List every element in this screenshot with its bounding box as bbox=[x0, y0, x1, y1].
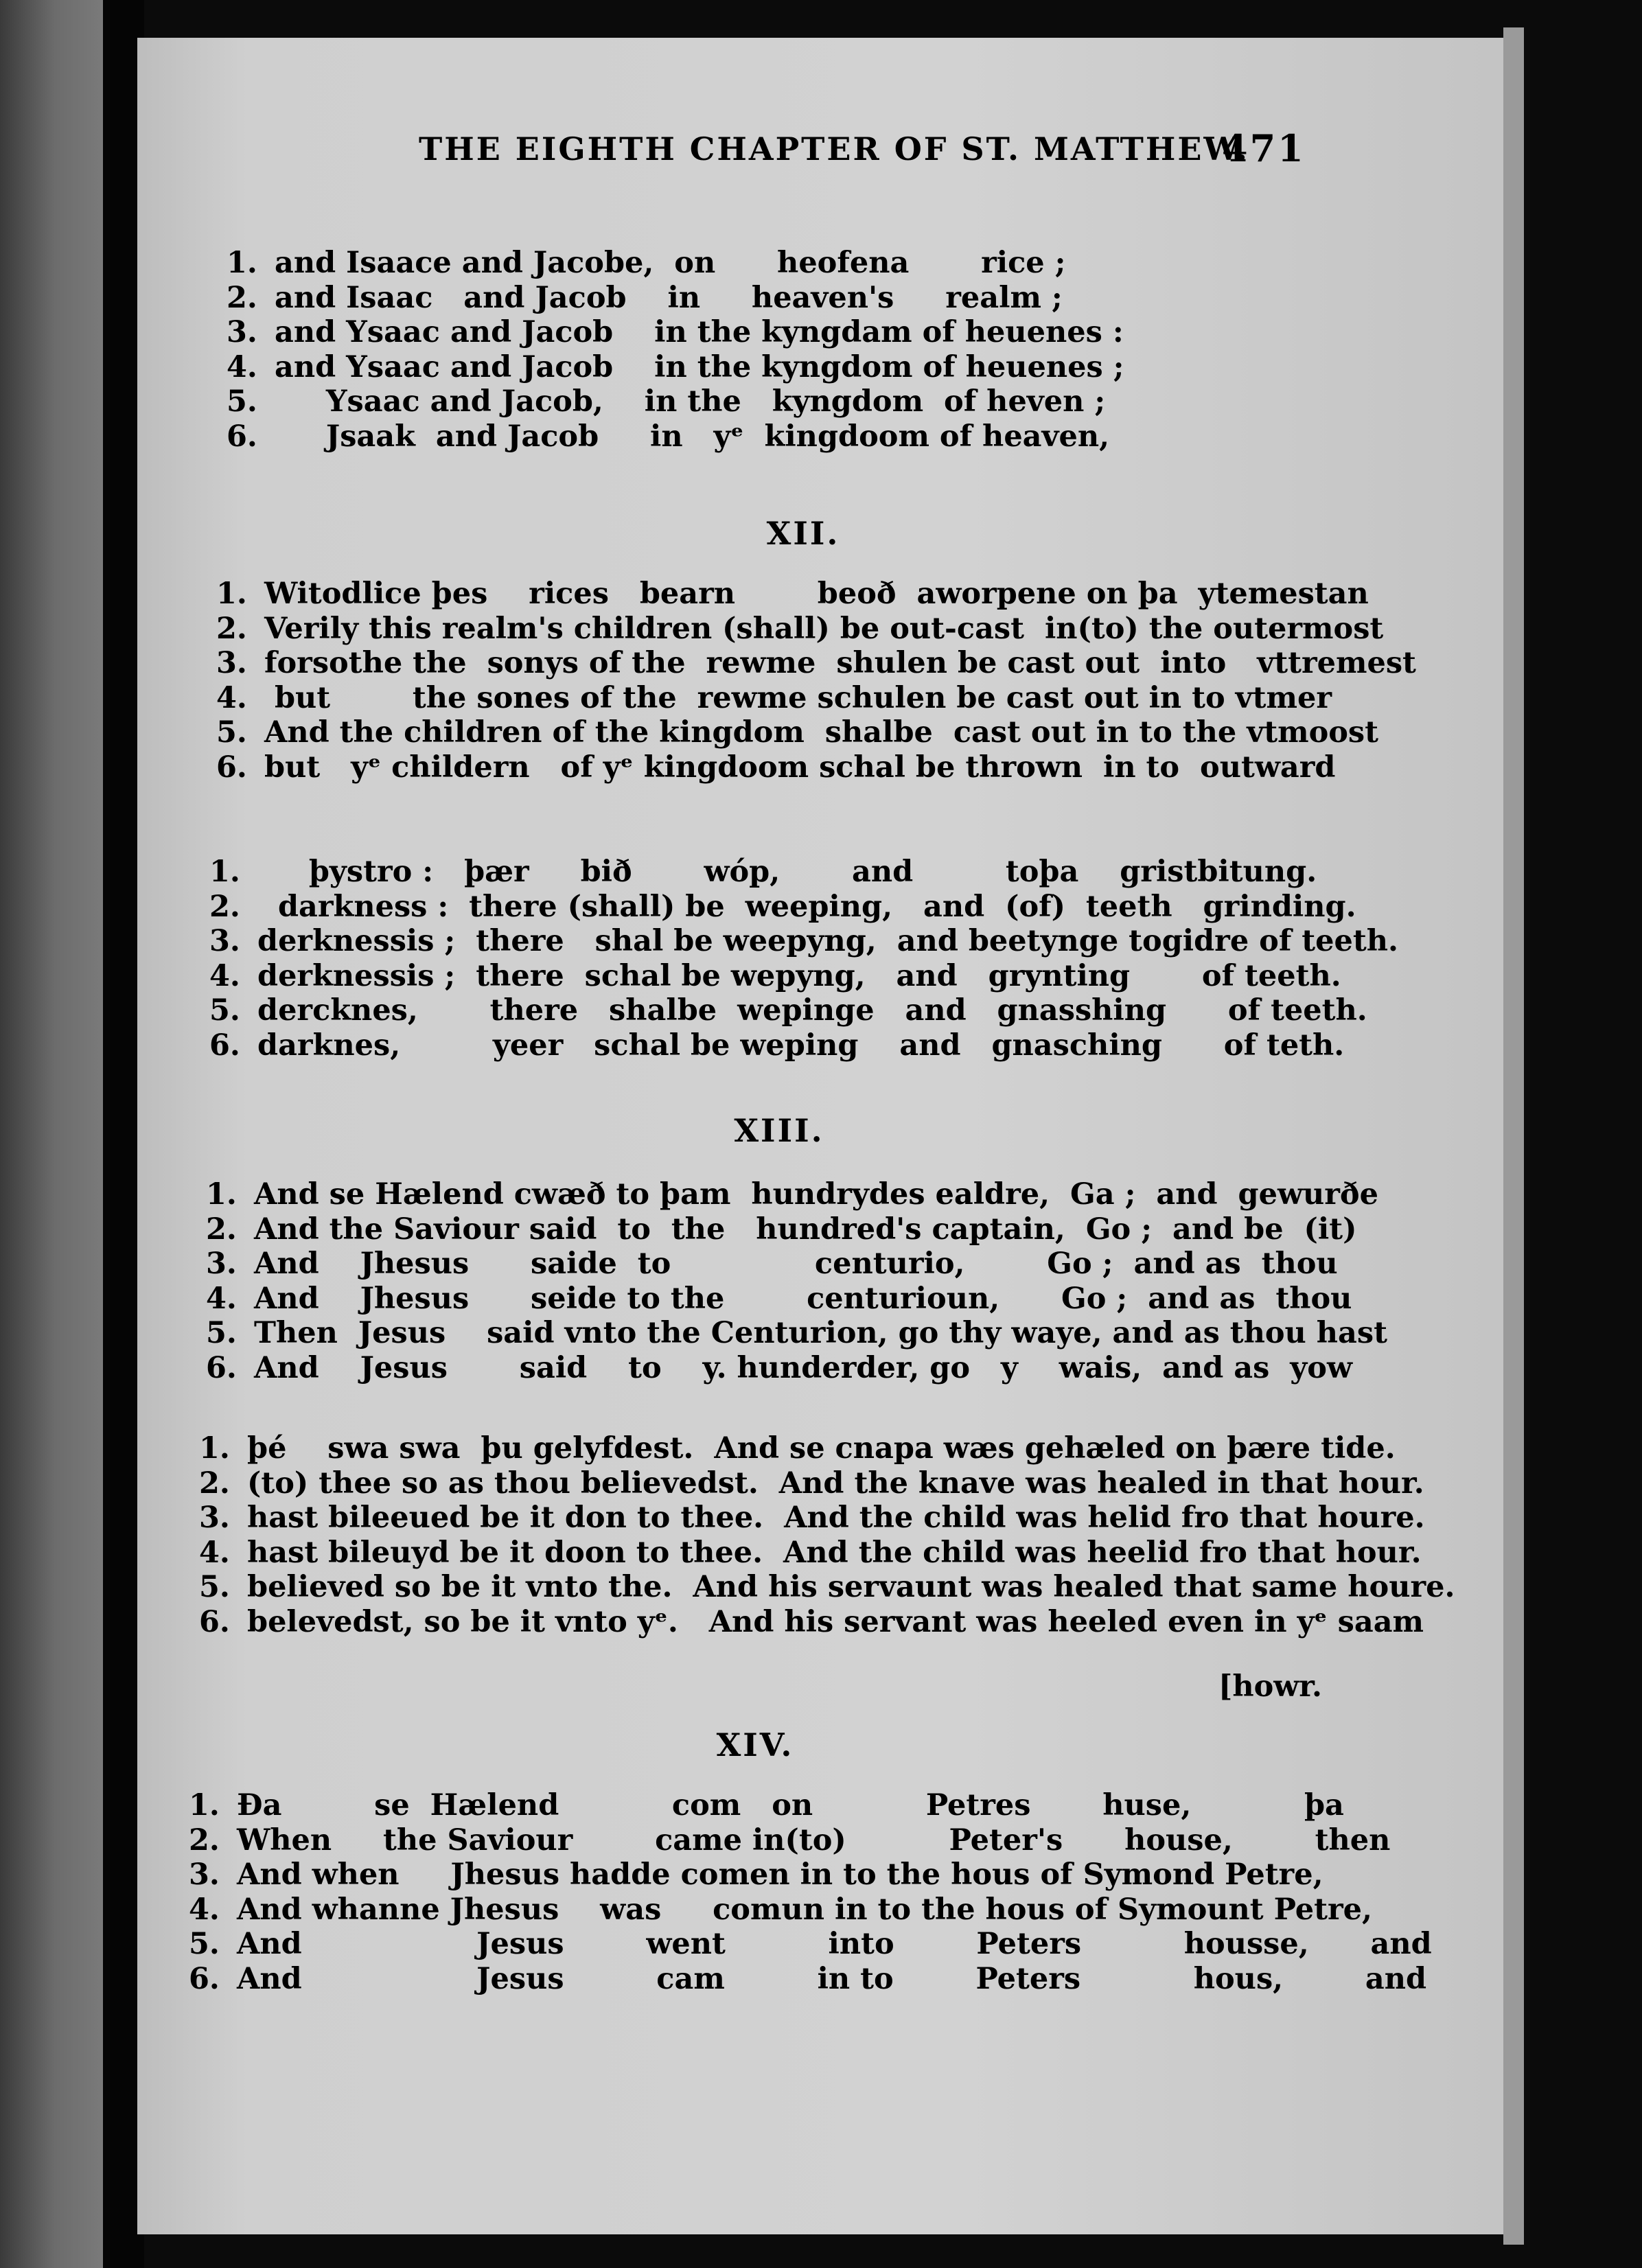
version-line: 6. belevedst, so be it vnto yᵉ. And his servant was heeled even in yᵉ saam bbox=[199, 1604, 1424, 1639]
version-line: 3. And when Jhesus hadde comen in to the hous of Symond Petre, bbox=[189, 1858, 1323, 1892]
turnover-line: [howr. bbox=[1218, 1669, 1322, 1704]
version-line: 4. derknessis ; there schal be wepyng, and grynting of teeth. bbox=[209, 958, 1341, 993]
version-line: 2. And the Saviour said to the hundred's captain, Go ; and be (it) bbox=[206, 1212, 1357, 1247]
page-right-edge bbox=[1503, 27, 1524, 2245]
page-number: 471 bbox=[1222, 126, 1306, 170]
verse-block-11-end bbox=[227, 246, 1435, 454]
version-line: 3. hast bileeued be it don to thee. And the child was helid fro that houre. bbox=[199, 1501, 1425, 1535]
version-line: 1. þystro : þær bið wóp, and toþa gristbitung. bbox=[209, 855, 1317, 889]
version-line: 2. darkness : there (shall) be weeping, and (of) teeth grinding. bbox=[209, 889, 1356, 924]
version-line: 3. forsothe the sonys of the rewme shulen be cast out into vttremest bbox=[216, 646, 1416, 680]
version-line: 6. Jsaak and Jacob in yᵉ kingdoom of heaven, bbox=[227, 419, 1110, 454]
verse-heading-xii: XII. bbox=[766, 515, 840, 552]
version-line: 2. and Isaac and Jacob in heaven's realm ; bbox=[227, 280, 1063, 315]
version-line: 5. And Jesus went into Peters housse, and bbox=[189, 1927, 1432, 1961]
version-line: 1. And se Hælend cwæð to þam hundrydes ealdre, Ga ; and gewurðe bbox=[206, 1177, 1378, 1212]
version-line: 5. Then Jesus said vnto the Centurion, go thy waye, and as thou hast bbox=[206, 1316, 1387, 1350]
verse-block-14 bbox=[189, 1788, 1432, 1996]
version-line: 6. And Jesus said to y. hunderder, go y wais, and as yow bbox=[206, 1350, 1352, 1385]
version-line: 2. (to) thee so as thou believedst. And the knave was healed in that hour. bbox=[199, 1466, 1424, 1501]
verse-block-13b bbox=[199, 1431, 1455, 1639]
verse-heading-xiii: XIII. bbox=[734, 1112, 824, 1149]
version-line: 6. darknes, yeer schal be weping and gnasching of teth. bbox=[209, 1028, 1345, 1063]
version-line: 6. And Jesus cam in to Peters hous, and bbox=[189, 1961, 1427, 1996]
version-line: 5. believed so be it vnto the. And his servaunt was healed that same houre. bbox=[199, 1570, 1455, 1604]
version-line: 1. Ða se Hælend com on Petres huse, þa bbox=[189, 1788, 1344, 1822]
version-line: 1. Witodlice þes rices bearn beoð aworpene on þa ytemestan bbox=[216, 577, 1369, 611]
version-line: 4. And Jhesus seide to the centurioun, Go ; and as thou bbox=[206, 1281, 1352, 1316]
version-line: 2. When the Saviour came in(to) Peter's house, then bbox=[189, 1822, 1391, 1858]
version-line: 5. dercknes, there shalbe wepinge and gnasshing of teeth. bbox=[209, 993, 1367, 1028]
version-line: 4. hast bileuyd be it doon to thee. And the child was heelid fro that hour. bbox=[199, 1535, 1422, 1570]
running-title: THE EIGHTH CHAPTER OF ST. MATTHEW. bbox=[419, 130, 1249, 167]
version-line: 2. Verily this realm's children (shall) be out-cast in(to) the outermost bbox=[216, 611, 1384, 646]
version-line: 3. And Jhesus saide to centurio, Go ; and as thou bbox=[206, 1247, 1338, 1281]
version-line: 4. And whanne Jhesus was comun in to the hous of Symount Petre, bbox=[189, 1892, 1373, 1927]
version-line: 1. þé swa swa þu gelyfdest. And se cnapa wæs gehæled on þære tide. bbox=[199, 1431, 1396, 1466]
version-line: 6. but yᵉ childern of yᵉ kingdoom schal be thrown in to outward bbox=[216, 750, 1336, 785]
version-line: 4. and Ysaac and Jacob in the kyngdom of heuenes ; bbox=[227, 349, 1124, 384]
verse-heading-xiv: XIV. bbox=[716, 1726, 794, 1763]
verse-block-12a bbox=[216, 577, 1424, 785]
verse-block-13a bbox=[206, 1177, 1414, 1385]
version-line: 5. Ysaac and Jacob, in the kyngdom of heven ; bbox=[227, 384, 1106, 419]
version-line: 5. And the children of the kingdom shalbe cast out in to the vtmoost bbox=[216, 715, 1378, 750]
version-line: 3. and Ysaac and Jacob in the kyngdam of heuenes : bbox=[227, 315, 1124, 349]
version-line: 4. but the sones of the rewme schulen be cast out in to vtmer bbox=[216, 680, 1332, 715]
version-line: 3. derknessis ; there shal be weepyng, and beetynge togidre of teeth. bbox=[209, 924, 1398, 958]
version-line: 1. and Isaace and Jacobe, on heofena rice ; bbox=[227, 246, 1066, 280]
verse-block-12b bbox=[209, 855, 1418, 1063]
